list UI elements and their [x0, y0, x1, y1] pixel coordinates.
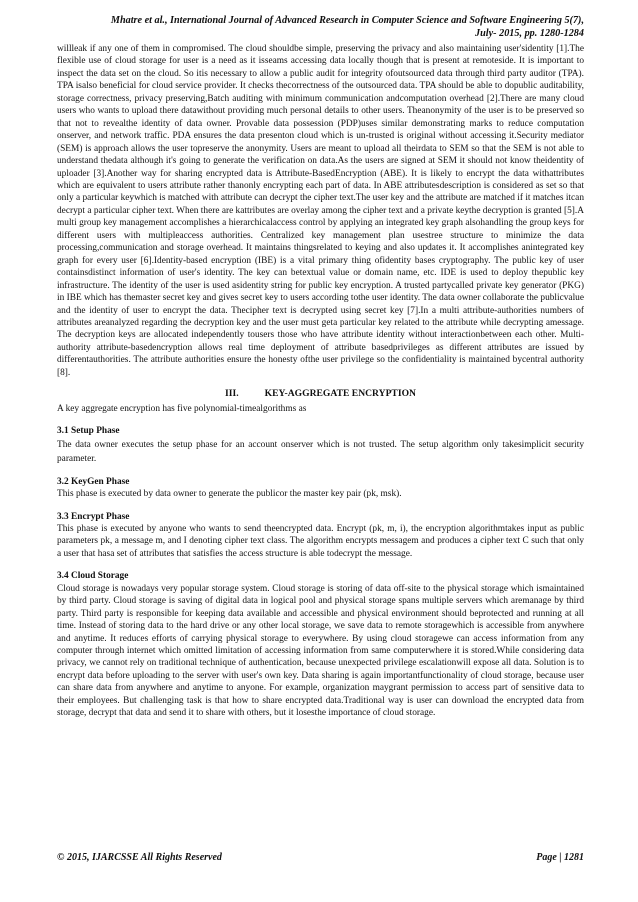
header-citation-line: Mhatre et al., International Journal of Advanced Research in Computer Science and Software Engineering 5(7), — [110, 15, 584, 26]
body-text — [57, 43, 584, 720]
subsection-text-keygen: This phase is executed by data owner to generate the publicor the master key pair (pk, msk). — [57, 489, 402, 500]
footer-copyright: © 2015, IJARCSSE All Rights Reserved — [57, 852, 222, 863]
paper-page — [57, 0, 584, 902]
subsection-heading-cloud-storage: 3.4 Cloud Storage — [57, 571, 129, 582]
subsection-text-encrypt: This phase is executed by anyone who wants to send theencrypted data. Encrypt (pk, m, i), the encryption algorithmtakes input as public parameters pk, a message m, and I denoting cipher text class. The algorithm encrypts messagem and produces a cipher text C such that only a user that hasa set of attributes that satisfies the access structure is able todecrypt the message. — [57, 523, 584, 559]
subsection-heading-keygen: 3.2 KeyGen Phase — [57, 476, 130, 487]
section-number: III. — [225, 388, 239, 400]
subsection-heading-setup: 3.1 Setup Phase — [57, 426, 120, 437]
section-heading — [57, 388, 584, 400]
intro-paragraph: willleak if any one of them in compromised. The cloud shouldbe simple, preserving the privacy and also maintaining user'sidentity [1].The flexible use of cloud storage for user is a need as it isseams accessing data locally though that is present at remoteside. It is important to inspect the data set on the cloud. So itis necessary to allow a public audit for integrity ofoutsourced data through third party auditor (TPA). TPA isalso beneficial for cloud service provider. It checks thecorrectness of the outsourced data. TPA should be able to dopublic auditability, storage correctness, privacy preserving,Batch auditing with minimum communication andcomputation overhead [2].There are many cloud users who wants to upload there datawithout providing much personal details to other users. Theanonymity of the user is to be preserved so that not to revealthe identity of data owner. Provable data possession (PDP)uses similar demonstrating marks to reduce computation onserver, and network traffic. PDA ensures the data presenton cloud which is un-trusted is original without accessing it.Security mediator (SEM) is approach allows the user topreserve the anonymity. Users are meant to upload all theirdata to SEM so that the SEM is not able to understand thedata although it's going to generate the verification on data.As the users are signed at SEM it should not know theidentity of uploader [3].Another way for sharing encrypted data is Attribute-BasedEncryption (ABE). It is likely to encrypt the data withattributes which are equivalent to users attribute rather thanonly encrypting each part of data. In ABE attributesdescription is considered as set so that only a particular keywhich is matched with attribute can decrypt the cipher text.The user key and the attribute are matched if it matches itcan decrypt a particular cipher text. When there are kattributes are overlay among the cipher text and a private keythe decryption is granted [5].A multi group key management accomplishes a hierarchicalaccess control by applying an integrated key graph alsohandling the group keys for different users with multipleaccess authorities. Centralized key management plan usestree structure to minimize the data processing,communication and storage overhead. It maintains thingsrelated to keying and also updates it. It accomplishes anintegrated key graph for every user [6].Identity-based encryption (IBE) is a vital primary thing ofidentity bases cryptography. The public key of user containsdistinct information of user's identity. The key can betextual value or domain name, etc. IDE is used to deploy thepublic key infrastructure. The identity of the user is used asidentity string for public key encryption. A trusted partycalled private key generator (PKG) in IBE which has themaster secret key and gives secret key to users according tothe user identity. The data owner collaborate the publicvalue and the identity of user to encrypt the data. Thecipher text is decrypted using secret key [7].In a multi attribute-authorities numbers of attributes areanalyzed regarding the decryption key and the user must geta particular key related to the attribute while decrypting amessage. The decryption keys are allocated independently tousers those who have attribute identity without interactionbetween each other. Multi-authority attribute-basedencryption allows real time deployment of attribute basedprivileges as different attributes are issued by differentauthorities. The attribute authorities ensure the honesty ofthe user privilege so the confidentiality is maintained bycentral authority [8]. — [57, 44, 585, 378]
running-header — [57, 14, 584, 40]
subsection-text-setup: The data owner executes the setup phase for an account onserver which is not trusted. The setup algorithm only takesimplicit security parameter. — [57, 439, 584, 464]
subsection-text-cloud-storage: Cloud storage is nowadays very popular storage system. Cloud storage is storing of data off-site to the physical storage which ismaintained by third party. Cloud storage is saving of digital data in logical pool and physical storage spans multiple servers which aremanage by third party. Third party is responsible for keeping data available and accessible and physical environment should beprotected and running at all time. Instead of storing data to the hard drive or any other local storage, we save data to remote storagewhich is accessible from anywhere and anytime. It reduces efforts of carrying physical storage to everywhere. By using cloud storagewe can access information from any computer through internet which omitted limitation of accessing information from same computerwhere it is stored.While considering data privacy, we cannot rely on traditional technique of authentication, because unexpected privilege escalationwill expose all data. Solution is to encrypt data before uploading to the server with user's own key. Data sharing is again importantfunctionality of cloud storage, because user can share data from anywhere and anytime to anyone. For example, organization maygrant permission to access part of sensitive data to their employees. But challenging task is that how to share encrypted data.Traditional way is user can download the encrypted data from storage, decrypt that data and send it to share with others, but it losesthe importance of cloud storage. — [57, 583, 584, 719]
section-title: KEY-AGGREGATE ENCRYPTION — [264, 388, 416, 400]
section-intro: A key aggregate encryption has five polynomial-timealgorithms as — [57, 403, 307, 414]
header-issue-line: July- 2015, pp. 1280-1284 — [475, 28, 584, 39]
subsection-heading-encrypt: 3.3 Encrypt Phase — [57, 511, 130, 522]
footer-page-number: Page | 1281 — [536, 852, 584, 863]
